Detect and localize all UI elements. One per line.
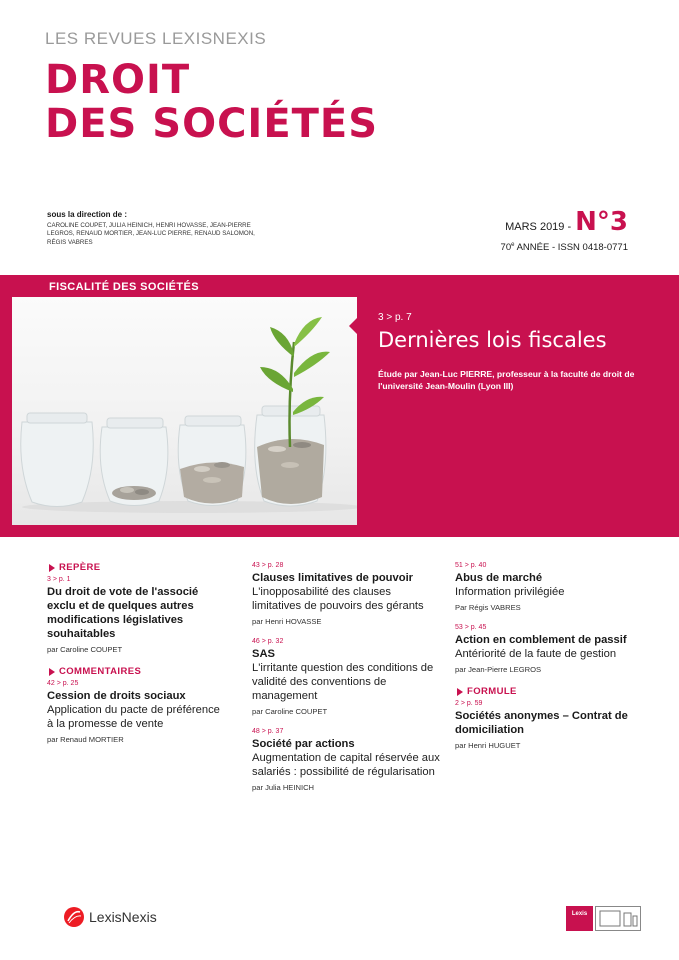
journal-title: [45, 58, 378, 146]
feature-rubric: FISCALITÉ DES SOCIÉTÉS: [12, 275, 357, 297]
article-subtitle: Antériorité de la faute de gestion: [455, 648, 617, 660]
article-item: [252, 728, 442, 792]
article-subtitle: Application du pacte de préférence à la promesse de vente: [47, 704, 220, 730]
column-1: [47, 562, 227, 756]
devices-icon: [595, 906, 641, 931]
triangle-bullet-icon: [49, 564, 55, 572]
article-ref: 3 > p. 1: [47, 576, 71, 583]
column-2: [252, 562, 442, 804]
article-item: [47, 680, 227, 744]
edition-badges: [566, 906, 641, 931]
direction-label: sous la direction de :: [47, 210, 128, 219]
article-ref: 42 > p. 25: [47, 680, 79, 687]
issue-number: N°3: [575, 207, 628, 237]
article-item: [455, 700, 645, 750]
article-heading: Société par actions: [252, 738, 355, 750]
feature-photo: [12, 297, 357, 525]
article-heading: Clauses limitatives de pouvoir: [252, 572, 414, 584]
article-heading: Du droit de vote de l'associé exclu et de quelques autres modifications législatives souhaitables: [47, 586, 199, 640]
issue-line: [505, 209, 628, 235]
article-ref: 53 > p. 45: [455, 624, 487, 631]
section-repere: [47, 562, 227, 573]
section-label: FORMULE: [467, 686, 517, 697]
article-item: [455, 624, 645, 674]
article-ref: 48 > p. 37: [252, 728, 284, 735]
issue-date: MARS 2019 -: [505, 221, 572, 233]
article-ref: 43 > p. 28: [252, 562, 284, 569]
plant-jars-illustration: [12, 297, 357, 525]
article-heading: Sociétés anonymes – Contrat de domiciliation: [455, 710, 628, 736]
triangle-bullet-icon: [457, 688, 463, 696]
section-formule: [455, 686, 645, 697]
lexisnexis-emblem-icon: [63, 906, 85, 928]
article-author: par Henri HUGUET: [455, 741, 521, 750]
section-label: REPÈRE: [59, 562, 101, 573]
article-heading: Cession de droits sociaux: [47, 690, 186, 702]
feature-page-ref: 3 > p. 7: [378, 312, 412, 323]
article-author: par Julia HEINICH: [252, 783, 315, 792]
article-author: par Renaud MORTIER: [47, 735, 124, 744]
title-line-2: DES SOCIÉTÉS: [45, 101, 379, 147]
article-author: par Henri HOVASSE: [252, 617, 322, 626]
article-subtitle: Augmentation de capital réservée aux salariés : possibilité de régularisation: [252, 752, 440, 778]
article-subtitle: L'irritante question des conditions de validité des conventions de management: [252, 662, 434, 702]
lexis-badge: Lexis: [566, 906, 593, 931]
article-heading: SAS: [252, 648, 276, 660]
direction-names: CAROLINE COUPET, JULIA HEINICH, HENRI HOVASSE, JEAN-PIERRE LEGROS, RENAUD MORTIER, JEAN-LUC PIERRE, RENAUD SALOMON, RÉGIS VABRES: [47, 222, 255, 246]
article-ref: 2 > p. 59: [455, 700, 483, 707]
feature-pointer: [349, 318, 357, 334]
section-commentaires: [47, 666, 227, 677]
article-subtitle: L'inopposabilité des clauses limitatives de pouvoirs des gérants: [252, 586, 424, 612]
article-author: Par Régis VABRES: [455, 603, 521, 612]
article-author: par Caroline COUPET: [252, 707, 328, 716]
section-label: COMMENTAIRES: [59, 666, 142, 677]
article-item: [252, 638, 442, 716]
brand-name: LexisNexis: [89, 909, 157, 925]
article-item: [455, 562, 645, 612]
article-author: par Jean-Pierre LEGROS: [455, 665, 542, 674]
feature-description: Étude par Jean-Luc PIERRE, professeur à la faculté de droit de l'université Jean-Moulin (Lyon III): [378, 369, 635, 391]
article-subtitle: Information privilégiée: [455, 586, 565, 598]
article-item: [47, 576, 227, 654]
year-number: 70: [500, 242, 512, 254]
article-ref: 51 > p. 40: [455, 562, 487, 569]
feature-headline: Dernières lois fiscales: [378, 328, 607, 352]
article-item: [252, 562, 442, 626]
article-heading: Abus de marché: [455, 572, 543, 584]
feature-banner: [0, 275, 679, 537]
year-ordinal: e: [511, 242, 515, 248]
article-heading: Action en comblement de passif: [455, 634, 627, 646]
title-line-1: DROIT: [45, 57, 191, 103]
column-3: [455, 562, 645, 762]
triangle-bullet-icon: [49, 668, 55, 676]
issue-year: [501, 242, 628, 253]
series-name: LES REVUES LEXISNEXIS: [45, 29, 267, 48]
lexisnexis-logo: [63, 906, 157, 928]
year-rest: ANNÉE - ISSN 0418-0771: [514, 242, 628, 254]
article-ref: 46 > p. 32: [252, 638, 284, 645]
article-author: par Caroline COUPET: [47, 645, 123, 654]
